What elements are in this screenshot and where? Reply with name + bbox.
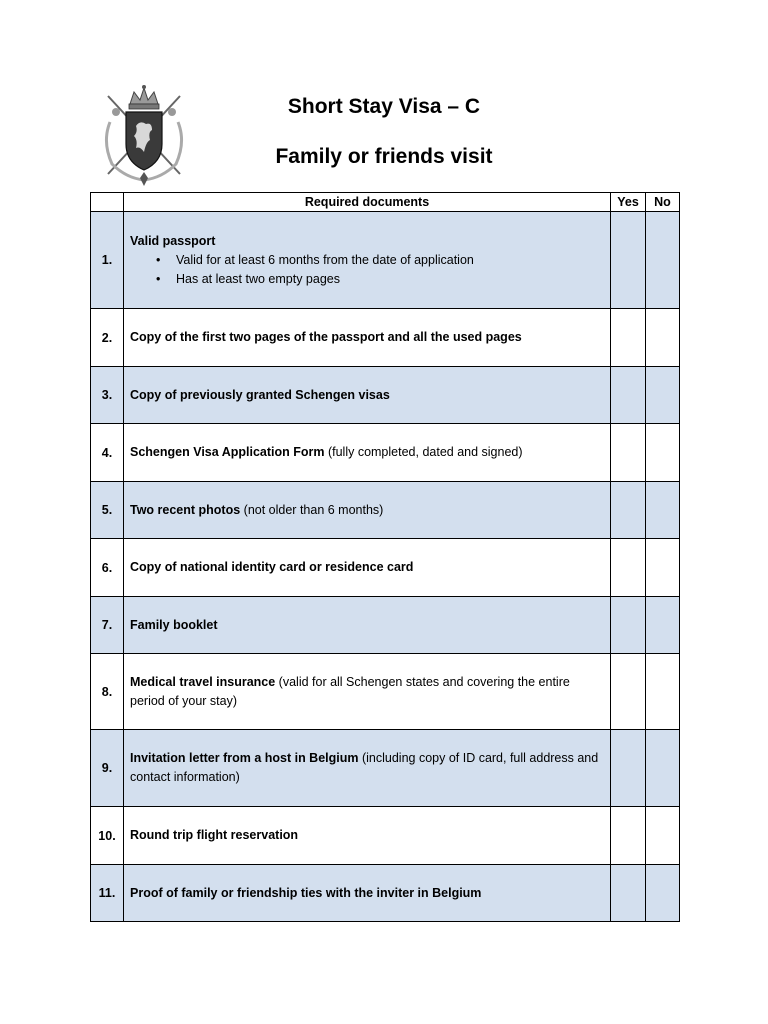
document-title: Copy of previously granted Schengen visas: [130, 387, 390, 402]
document-cell: [124, 309, 611, 367]
no-checkbox-cell[interactable]: [646, 309, 680, 367]
table-row: [91, 424, 680, 482]
document-cell: [124, 482, 611, 539]
list-item: • Valid for at least 6 months from the date of application: [156, 251, 604, 270]
no-checkbox-cell[interactable]: [646, 654, 680, 730]
row-number: 4.: [91, 424, 124, 482]
yes-checkbox-cell[interactable]: [611, 212, 646, 309]
table-row: [91, 212, 680, 309]
table-row: [91, 367, 680, 424]
yes-checkbox-cell[interactable]: [611, 424, 646, 482]
table-row: [91, 597, 680, 654]
document-note: (including copy of ID card, full address and contact information): [130, 751, 599, 784]
header-yes: Yes: [611, 193, 646, 212]
document-title: Proof of family or friendship ties with the inviter in Belgium: [130, 885, 482, 900]
document-cell: [124, 807, 611, 865]
no-checkbox-cell[interactable]: [646, 865, 680, 922]
document-cell: [124, 865, 611, 922]
table-row: [91, 865, 680, 922]
row-number: 1.: [91, 212, 124, 309]
page-title: Short Stay Visa – C: [287, 95, 481, 118]
no-checkbox-cell[interactable]: [646, 807, 680, 865]
table-row: [91, 309, 680, 367]
yes-checkbox-cell[interactable]: [611, 597, 646, 654]
document-cell: [124, 654, 611, 730]
row-number: 5.: [91, 482, 124, 539]
no-checkbox-cell[interactable]: [646, 539, 680, 597]
page-subtitle: Family or friends visit: [275, 145, 493, 168]
table-row: [91, 482, 680, 539]
document-title: Valid passport: [130, 233, 216, 248]
document-cell: [124, 597, 611, 654]
header-number-cell: [91, 193, 124, 212]
table-header-row: [91, 193, 680, 212]
row-number: 8.: [91, 654, 124, 730]
document-cell: [124, 424, 611, 482]
row-number: 6.: [91, 539, 124, 597]
yes-checkbox-cell[interactable]: [611, 807, 646, 865]
table-row: [91, 654, 680, 730]
row-number: 10.: [91, 807, 124, 865]
no-checkbox-cell[interactable]: [646, 730, 680, 807]
header-required-documents: Required documents: [124, 193, 611, 212]
document-title: Family booklet: [130, 617, 218, 632]
document-cell: [124, 539, 611, 597]
row-number: 3.: [91, 367, 124, 424]
belgian-coat-of-arms-icon: [96, 82, 192, 188]
table-row: [91, 807, 680, 865]
yes-checkbox-cell[interactable]: [611, 367, 646, 424]
document-title: Round trip flight reservation: [130, 828, 299, 842]
document-note: (valid for all Schengen states and covering the entire period of your stay): [130, 674, 570, 708]
document-title: Invitation letter from a host in Belgium: [130, 751, 359, 765]
document-cell: [124, 212, 611, 309]
document-cell: [124, 367, 611, 424]
no-checkbox-cell[interactable]: [646, 424, 680, 482]
header-no: No: [646, 193, 680, 212]
no-checkbox-cell[interactable]: [646, 367, 680, 424]
document-title: Two recent photos: [130, 502, 241, 517]
list-item: • Has at least two empty pages: [156, 270, 604, 289]
no-checkbox-cell[interactable]: [646, 212, 680, 309]
documents-table: [90, 192, 680, 922]
yes-checkbox-cell[interactable]: [611, 539, 646, 597]
no-checkbox-cell[interactable]: [646, 482, 680, 539]
document-cell: [124, 730, 611, 807]
document-note: (fully completed, dated and signed): [324, 445, 523, 459]
row-number: 11.: [91, 865, 124, 922]
document-title: Copy of the first two pages of the passport and all the used pages: [130, 330, 522, 344]
yes-checkbox-cell[interactable]: [611, 309, 646, 367]
document-note: (not older than 6 months): [240, 502, 384, 517]
row-number: 9.: [91, 730, 124, 807]
document-title: Copy of national identity card or residence card: [130, 560, 414, 574]
row-number: 7.: [91, 597, 124, 654]
yes-checkbox-cell[interactable]: [611, 482, 646, 539]
table-row: [91, 539, 680, 597]
table-row: [91, 730, 680, 807]
row-number: 2.: [91, 309, 124, 367]
yes-checkbox-cell[interactable]: [611, 865, 646, 922]
no-checkbox-cell[interactable]: [646, 597, 680, 654]
bullet-list: [130, 251, 604, 289]
yes-checkbox-cell[interactable]: [611, 654, 646, 730]
document-title: Schengen Visa Application Form: [130, 445, 325, 459]
document-title: Medical travel insurance: [130, 674, 276, 689]
yes-checkbox-cell[interactable]: [611, 730, 646, 807]
